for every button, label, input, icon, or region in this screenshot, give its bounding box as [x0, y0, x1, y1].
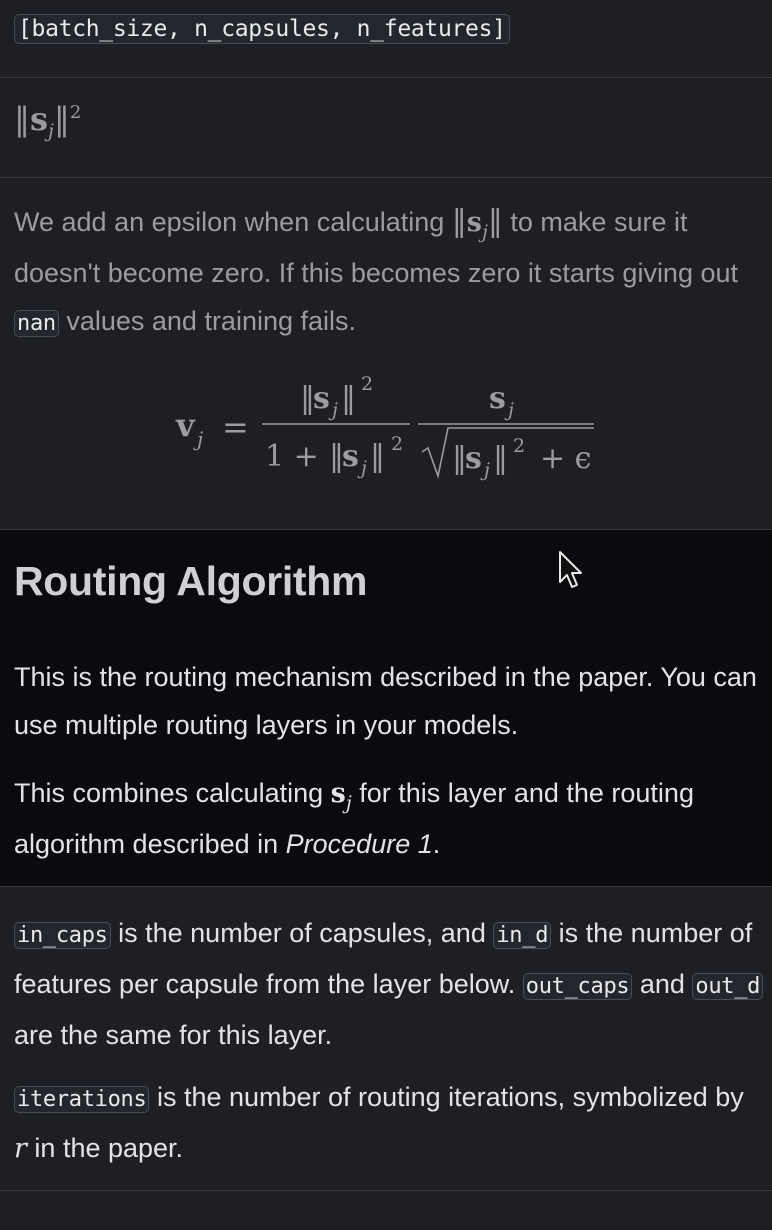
shape-code: [batch_size, n_capsules, n_features]	[14, 14, 510, 44]
svg-text:j: j	[361, 457, 367, 479]
svg-text:j: j	[197, 427, 204, 451]
mouse-cursor-icon	[558, 550, 584, 590]
routing-paragraph-2: This combines calculating $s_j$ for this layer and the routing algorithm described in Procedure 1.	[14, 778, 694, 859]
svg-text:j: j	[508, 399, 514, 421]
svg-text:2: 2	[513, 435, 526, 457]
svg-text:s: s	[313, 381, 330, 416]
svg-text:‖: ‖	[452, 441, 467, 476]
svg-text:‖: ‖	[341, 381, 356, 416]
svg-text:2: 2	[361, 373, 374, 395]
svg-text:j: j	[484, 459, 490, 481]
routing-section	[0, 529, 772, 887]
svg-text:2: 2	[391, 433, 404, 455]
epsilon-paragraph: We add an epsilon when calculating $‖s_j‖$ to make sure it doesn't become zero. If this becomes zero it starts giving out nan values and training fails.	[14, 204, 739, 336]
out-caps-code: out_caps	[523, 973, 633, 1000]
norm-formula-section	[0, 77, 772, 178]
params-paragraph-1: in_caps is the number of capsules, and in_d is the number of features per capsule from the layer below. out_caps and out_d are the same for this layer.	[14, 909, 764, 1059]
svg-text:‖: ‖	[493, 441, 508, 476]
out-d-code: out_d	[692, 973, 763, 1000]
formula-v: v	[176, 406, 195, 444]
svg-text:=: =	[222, 408, 249, 446]
svg-text:j: j	[332, 399, 338, 421]
epsilon-section	[0, 177, 772, 529]
squash-formula	[0, 368, 772, 518]
in-d-code: in_d	[493, 922, 551, 949]
svg-text:+ ϵ: + ϵ	[540, 441, 592, 476]
params-section	[0, 886, 772, 1191]
svg-text:‖: ‖	[329, 439, 344, 474]
routing-heading: Routing Algorithm	[14, 558, 368, 604]
shape-section	[0, 0, 772, 78]
norm-formula: $‖s_j‖^2$	[14, 100, 82, 142]
nan-code: nan	[14, 310, 59, 337]
next-section	[0, 1190, 772, 1230]
procedure-ref: Procedure 1	[285, 829, 433, 859]
svg-text:s: s	[342, 439, 359, 474]
in-caps-code: in_caps	[14, 922, 111, 949]
params-paragraph-2: iterations is the number of routing iterations, symbolized by r in the paper.	[14, 1082, 744, 1164]
iterations-code: iterations	[14, 1086, 149, 1113]
svg-text:s: s	[465, 441, 482, 476]
svg-text:‖: ‖	[300, 381, 315, 416]
svg-text:1 +: 1 +	[265, 439, 319, 474]
svg-text:‖: ‖	[370, 439, 385, 474]
svg-text:s: s	[489, 381, 506, 416]
routing-paragraph-1: This is the routing mechanism described in the paper. You can use multiple routing layers in your models.	[14, 662, 757, 740]
